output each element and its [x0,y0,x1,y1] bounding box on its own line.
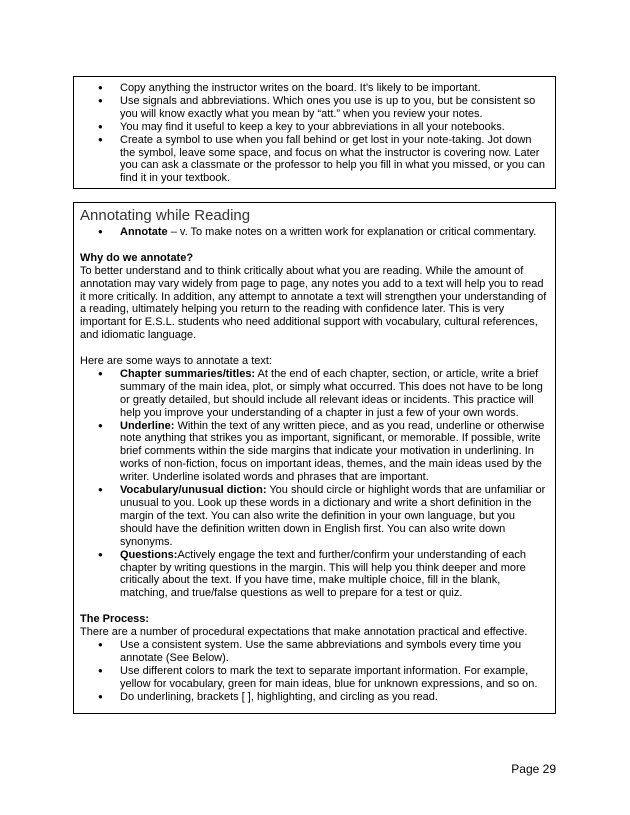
ways-list [80,368,549,600]
item-term: Underline: [120,419,175,432]
item-text: Actively engage the text and further/confirm your understanding of each chapter by writing questions in the margin. This will help you think deeper and more critically about the text. If you have time, make multiple choice, fill in the blank, matching, and true/false questions as well to prepare for a test or quiz. [120,548,526,600]
process-list [80,639,549,704]
section-title: Annotating while Reading [80,207,251,224]
list-item: ● Use signals and abbreviations. Which ones you use is up to you, but be consistent so you will know exactly what you mean by “att.” when you review your notes. [120,95,549,121]
definition-text: – v. To make notes on a written work for explanation or critical commentary. [167,226,537,238]
definition-term: Annotate [120,226,168,238]
tips-list [80,82,549,185]
page-number: Page 29 [511,762,556,776]
item-term: Vocabulary/unusual diction: [120,484,267,497]
process-paragraph: There are a number of procedural expectations that make annotation practical and effective. [80,626,528,639]
item-text: At the end of each chapter, section, or article, write a brief summary of the main idea, plot, or simply what occurred. This does not have to be long or greatly detailed, but should include all relevant ideas or incidents. This practice will help you improve your understanding of a chapter in just a few of your own words. [120,367,543,419]
list-item [120,420,549,485]
note-taking-tips-box [73,76,556,189]
why-paragraph: To better understand and to think critically about what you are reading. While the amount of annotation may vary widely from page to page, any notes you add to a text will help you to read it more critically. In addition, any attempt to annotate a text will strengthen your understanding of a reading, ultimately helping you return to the reading with confidence later. This is very important for E.S.L. students who need additional support with vocabulary, cultural references, and idiomatic language. [80,264,547,342]
list-item: ● Use different colors to mark the text to separate important information. For example, yellow for vocabulary, green for main ideas, blue for unknown expressions, and so on. [120,665,549,691]
list-item: ● You may find it useful to keep a key to your abbreviations in all your notebooks. [120,121,549,134]
ways-intro: Here are some ways to annotate a text: [80,355,272,368]
item-term: Questions: [120,548,178,561]
definition-list [80,226,549,239]
list-item: ● Use a consistent system. Use the same abbreviations and symbols every time you annotate (See Below). [120,639,549,665]
list-item [120,549,549,601]
list-item [120,368,549,420]
item-text: Within the text of any written piece, and as you read, underline or otherwise note anything that strikes you as important, significant, or memorable. If possible, write brief comments within the side margins that indicate your motivation in underlining. In works of non-fiction, focus on important ideas, themes, and the main ideas used by the writer. Underline isolated words and phrases that are important. [120,419,545,484]
item-text: You should circle or highlight words that are unfamiliar or unusual to you. Look up these words in a dictionary and write a short definition in the margin of the text. You can also write the definition in your own language, but you should have the definition written down in English first. You can also write down synonyms. [120,484,546,548]
list-item: ● Create a symbol to use when you fall behind or get lost in your note-taking. Jot down the symbol, leave some space, and focus on what the instructor is covering now. Later you can ask a classmate or the professor to help you fill in what you missed, or you can find it in your textbook. [120,134,549,186]
list-item [120,484,549,549]
process-heading: The Process: [80,613,150,626]
item-term: Chapter summaries/titles: [120,367,256,380]
why-heading: Why do we annotate? [80,251,194,264]
list-item: ● Do underlining, brackets [ ], highlighting, and circling as you read. [120,691,549,704]
list-item: ● Copy anything the instructor writes on the board. It’s likely to be important. [120,82,549,95]
definition-item [120,226,549,239]
annotating-section-box [73,202,556,714]
